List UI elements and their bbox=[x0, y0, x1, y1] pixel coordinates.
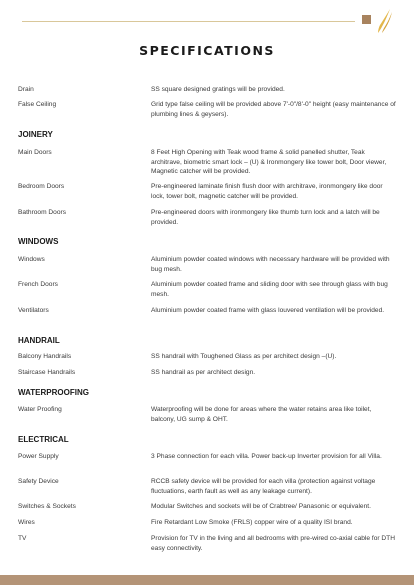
accent-square bbox=[362, 15, 371, 24]
spec-value: Fire Retardant Low Smoke (FRLS) copper wire of a quality ISI brand. bbox=[151, 519, 353, 526]
spec-label: Balcony Handrails bbox=[18, 353, 72, 360]
spec-label: Switches & Sockets bbox=[18, 503, 76, 510]
section-heading-joinery: JOINERY bbox=[18, 130, 53, 139]
spec-value: Aluminium powder coated windows with necessary hardware will be provided with bug mesh. bbox=[151, 256, 390, 273]
spec-value: 3 Phase connection for each villa. Power back-up Inverter provision for all Villa. bbox=[151, 453, 382, 460]
spec-value: Modular Switches and sockets will be of Crabtree/ Panasonic or equivalent. bbox=[151, 503, 371, 510]
page-title: SPECIFICATIONS bbox=[139, 43, 275, 58]
spec-label: French Doors bbox=[18, 281, 58, 288]
spec-label: Staircase Handrails bbox=[18, 369, 76, 376]
spec-value: Aluminium powder coated frame with glass louvered ventilation will be provided. bbox=[151, 307, 385, 314]
spec-value: RCCB safety device will be provided for each villa (protection against voltage fluctuations, earth fault as well as any leakage current). bbox=[151, 478, 376, 495]
spec-label: False Ceiling bbox=[18, 101, 57, 108]
section-heading-handrail: HANDRAIL bbox=[18, 336, 60, 345]
spec-value: SS handrail as per architect design. bbox=[151, 369, 256, 376]
spec-label: TV bbox=[18, 535, 27, 542]
brand-logo-icon bbox=[376, 8, 394, 34]
spec-label: Windows bbox=[18, 256, 45, 263]
spec-value: Waterproofing will be done for areas where the water retains area like toilet, balcony, UG sump & OHT. bbox=[151, 406, 372, 423]
spec-label: Main Doors bbox=[18, 149, 52, 156]
spec-label: Drain bbox=[18, 86, 34, 93]
section-heading-windows: WINDOWS bbox=[18, 237, 59, 246]
spec-label: Wires bbox=[18, 519, 35, 526]
spec-label: Safety Device bbox=[18, 478, 59, 485]
spec-label: Bedroom Doors bbox=[18, 183, 65, 190]
spec-value: Provision for TV in the living and all bedrooms with pre-wired co-axial cable for DTH easy connectivity. bbox=[151, 535, 395, 552]
section-heading-electrical: ELECTRICAL bbox=[18, 435, 69, 444]
spec-label: Water Proofing bbox=[18, 406, 62, 413]
spec-value: Grid type false ceiling will be provided above 7'-0"/8'-0" height (easy maintenance of plumbing lines & geysers). bbox=[151, 101, 396, 118]
section-heading-waterproofing: WATERPROOFING bbox=[18, 388, 89, 397]
spec-label: Power Supply bbox=[18, 453, 59, 460]
spec-value: SS square designed gratings will be provided. bbox=[151, 86, 285, 93]
header-rule bbox=[22, 21, 355, 22]
spec-value: Pre-engineered laminate finish flush door with architrave, ironmongery like door lock, tower bolt, magnetic catcher will be provided. bbox=[151, 183, 383, 200]
spec-value: SS handrail with Toughened Glass as per architect design –(U). bbox=[151, 353, 337, 360]
footer-bar bbox=[0, 575, 414, 585]
spec-value: Aluminium powder coated frame and sliding door with see through glass with bug mesh. bbox=[151, 281, 388, 298]
spec-label: Bathroom Doors bbox=[18, 209, 67, 216]
spec-label: Ventilators bbox=[18, 307, 49, 314]
spec-value: 8 Feet High Opening with Teak wood frame & solid panelled shutter, Teak architrave, biometric smart lock – (U) & Ironmongery like tower bolt, Door viewer, Magnetic catcher will be provided. bbox=[151, 149, 387, 176]
spec-value: Pre-engineered doors with ironmongery like thumb turn lock and a latch will be provided. bbox=[151, 209, 380, 226]
